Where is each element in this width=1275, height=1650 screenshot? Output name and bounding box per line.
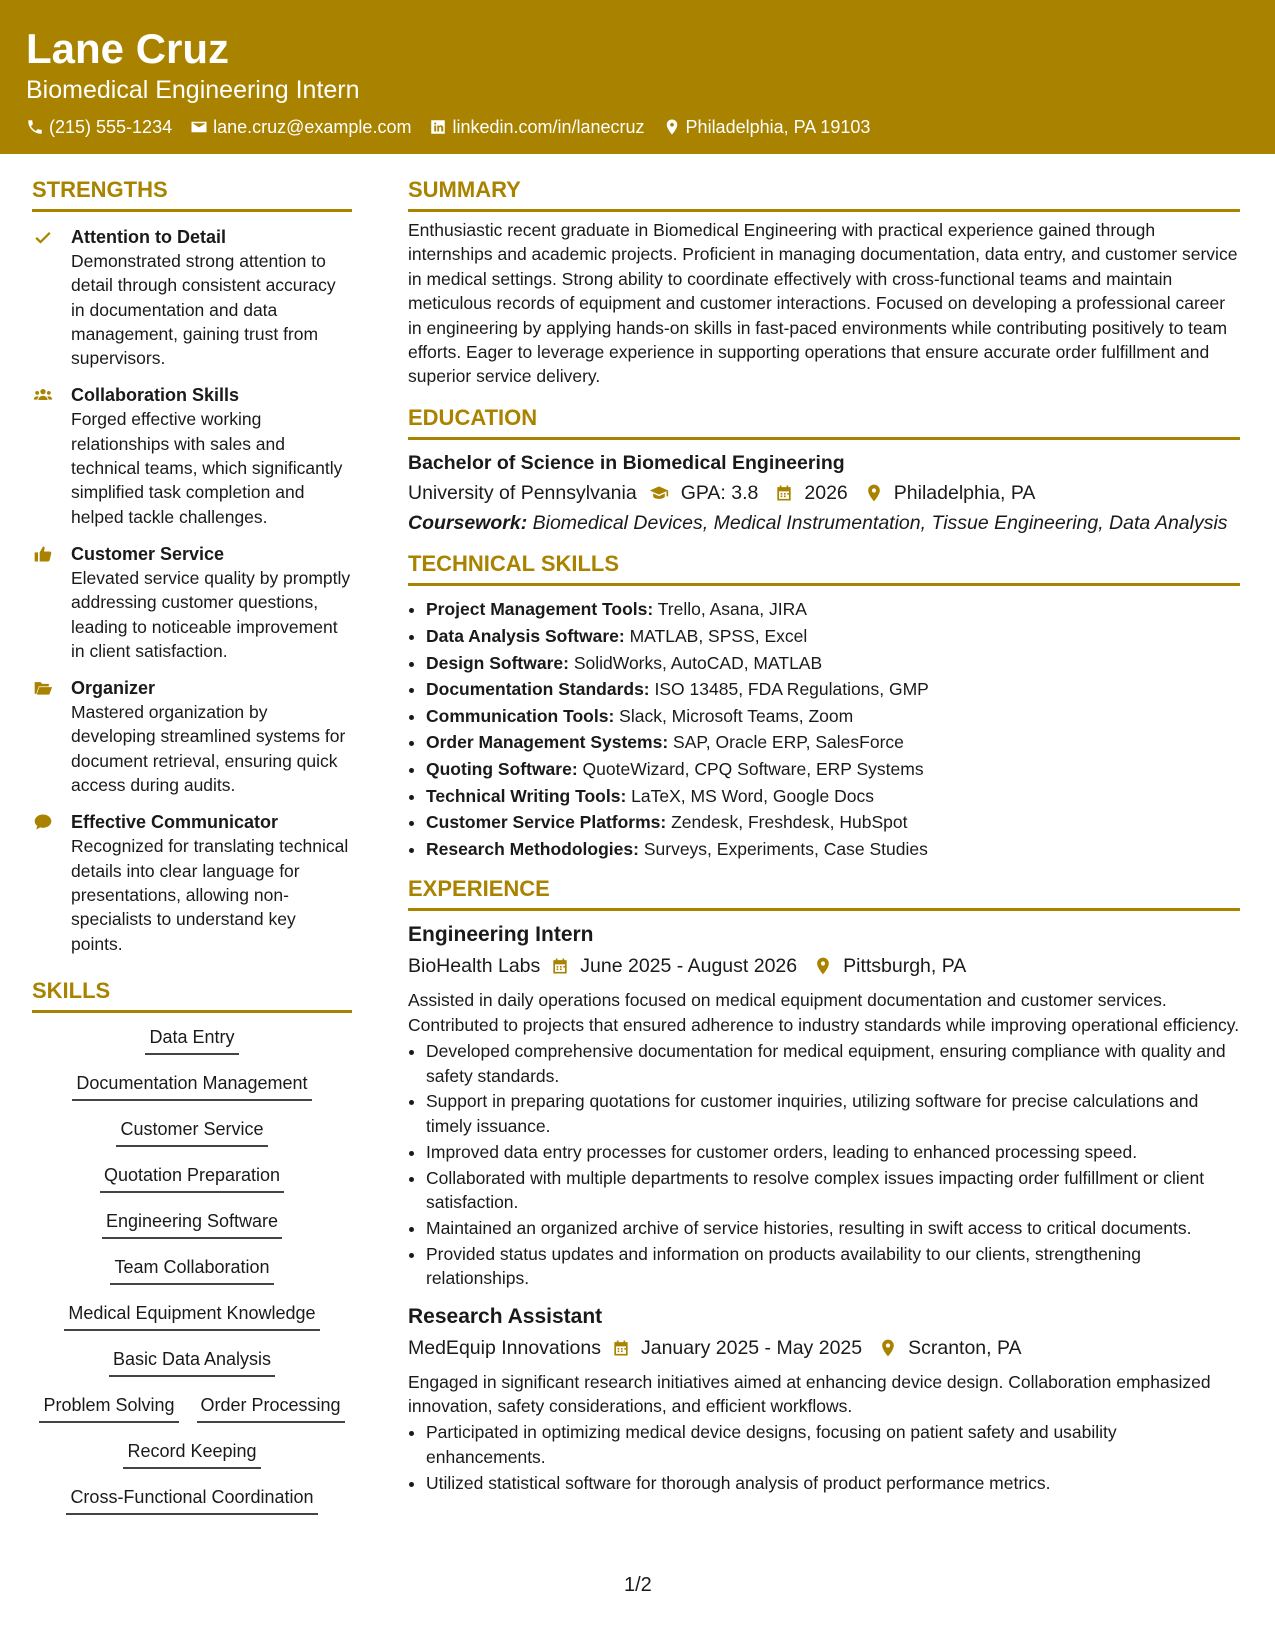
graduation-year: 2026 (804, 481, 848, 504)
skill-chip: Engineering Software (102, 1209, 282, 1239)
coursework (408, 511, 1240, 536)
email-text: lane.cruz@example.com (213, 117, 412, 137)
thumbs-up-icon (32, 544, 54, 564)
list-item: • Collaborated with multiple departments to resolve complex issues impacting order fulfillment or client satisfaction. (426, 1166, 1240, 1215)
list-item: • Support in preparing quotations for customer inquiries, utilizing software for precise calculations and timely issuance. (426, 1089, 1240, 1138)
skill-chip: Data Entry (145, 1025, 238, 1055)
list-item: • Provided status updates and information on products availability to our clients, strengthening relationships. (426, 1242, 1240, 1291)
job-meta (408, 1334, 1240, 1362)
job-location: Scranton, PA (908, 1336, 1022, 1359)
list-item: • Technical Writing Tools: LaTeX, MS Word, Google Docs (426, 783, 1240, 810)
education-meta (408, 479, 1240, 507)
strength-title: Organizer (71, 678, 156, 699)
map-marker-icon (813, 956, 833, 976)
skill-chip: Problem Solving (39, 1393, 178, 1423)
envelope-icon (190, 118, 208, 136)
list-item: • Utilized statistical software for thorough analysis of product performance metrics. (426, 1471, 1240, 1495)
resume-header (0, 0, 1275, 154)
job-entry (408, 1303, 1240, 1496)
list-item: • Data Analysis Software: MATLAB, SPSS, Excel (426, 623, 1240, 650)
map-marker-icon (878, 1338, 898, 1358)
company-name: BioHealth Labs (408, 955, 541, 978)
degree-title: Bachelor of Science in Biomedical Engineering (408, 451, 845, 474)
skill-chip: Order Processing (197, 1393, 345, 1423)
technical-skills-list (408, 596, 1240, 862)
linkedin-text: linkedin.com/in/lanecruz (452, 117, 645, 137)
contact-email[interactable] (190, 115, 411, 139)
right-column (408, 175, 1240, 1497)
strength-desc: Mastered organization by developing streamlined systems for document retrieval, ensuring quick access during audits. (71, 702, 346, 796)
graduation-cap-icon (647, 483, 671, 503)
strength-item (32, 225, 352, 370)
job-meta (408, 952, 1240, 980)
linkedin-icon (429, 118, 447, 136)
list-item: • Improved data entry processes for customer orders, leading to enhanced processing speed. (426, 1140, 1240, 1164)
strength-title: Customer Service (71, 543, 225, 564)
job-bullets (408, 1420, 1240, 1495)
list-item: • Developed comprehensive documentation for medical equipment, ensuring compliance with quality and safety standards. (426, 1039, 1240, 1088)
phone-icon (26, 118, 44, 136)
list-item: • Quoting Software: QuoteWizard, CPQ Software, ERP Systems (426, 756, 1240, 783)
page-number: 1/2 (624, 1574, 652, 1596)
summary-heading: SUMMARY (408, 175, 1240, 212)
strength-desc: Forged effective working relationships with sales and technical teams, which significantly simplified task completion and helped tackle challenges. (71, 409, 343, 527)
phone-text: (215) 555-1234 (49, 117, 173, 137)
list-item: • Research Methodologies: Surveys, Experiments, Case Studies (426, 836, 1240, 863)
coursework-label: Coursework: (408, 511, 528, 534)
job-description: Engaged in significant research initiatives aimed at enhancing device design. Collaboration emphasized innovation, safety considerations, and efficient workflows. (408, 1371, 1211, 1417)
strength-title: Attention to Detail (71, 227, 226, 247)
contact-bar (26, 115, 870, 139)
list-item: • Participated in optimizing medical device designs, focusing on patient safety and usability enhancements. (426, 1420, 1240, 1469)
skill-chip: Basic Data Analysis (109, 1347, 275, 1377)
gpa-text: GPA: 3.8 (680, 481, 759, 504)
skills-list (32, 1025, 352, 1515)
check-icon (32, 227, 54, 247)
strength-item (32, 542, 352, 663)
users-icon (32, 385, 54, 405)
skill-chip: Cross-Functional Coordination (66, 1485, 317, 1515)
strength-title: Collaboration Skills (71, 385, 240, 406)
strength-desc: Elevated service quality by promptly addressing customer questions, leading to noticeable improvement in client satisfaction. (71, 567, 351, 661)
list-item: • Customer Service Platforms: Zendesk, Freshdesk, HubSpot (426, 809, 1240, 836)
strength-item (32, 676, 352, 797)
strength-desc: Demonstrated strong attention to detail through consistent accuracy in documentation and data management, gaining trust from supervisors. (71, 251, 336, 369)
map-marker-icon (864, 483, 884, 503)
left-column (32, 175, 352, 1515)
comment-icon (32, 812, 54, 832)
education-location: Philadelphia, PA (893, 481, 1036, 504)
skill-chip: Record Keeping (123, 1439, 260, 1469)
list-item: • Documentation Standards: ISO 13485, FDA Regulations, GMP (426, 676, 1240, 703)
contact-location (663, 115, 871, 139)
skills-heading: SKILLS (32, 976, 352, 1013)
job-description: Assisted in daily operations focused on medical equipment documentation and customer services. Contributed to projects that ensured adherence to industry standards while improving operational efficiency. (408, 990, 1240, 1035)
contact-phone[interactable] (26, 115, 172, 139)
list-item: • Design Software: SolidWorks, AutoCAD, MATLAB (426, 650, 1240, 677)
skill-chip: Medical Equipment Knowledge (64, 1301, 319, 1331)
calendar-icon (611, 1338, 631, 1358)
job-title: Engineering Intern (408, 923, 594, 947)
job-bullets (408, 1039, 1240, 1291)
strength-item (32, 383, 352, 528)
strength-title: Effective Communicator (71, 812, 279, 833)
job-title: Research Assistant (408, 1304, 603, 1328)
map-marker-icon (663, 118, 681, 136)
job-dates: January 2025 - May 2025 (640, 1336, 863, 1359)
education-heading: EDUCATION (408, 403, 1240, 440)
job-dates: June 2025 - August 2026 (580, 955, 798, 978)
location-text: Philadelphia, PA 19103 (685, 117, 871, 137)
job-entry (408, 921, 1240, 1290)
skill-chip: Team Collaboration (110, 1255, 273, 1285)
skill-chip: Customer Service (116, 1117, 267, 1147)
job-location: Pittsburgh, PA (843, 955, 967, 978)
folder-open-icon (32, 678, 54, 698)
candidate-title: Biomedical Engineering Intern (26, 76, 360, 104)
school-name: University of Pennsylvania (408, 481, 637, 504)
strengths-heading: STRENGTHS (32, 175, 352, 212)
list-item: • Maintained an organized archive of service histories, resulting in swift access to critical documents. (426, 1216, 1240, 1240)
coursework-list: Biomedical Devices, Medical Instrumentation, Tissue Engineering, Data Analysis (532, 511, 1228, 534)
calendar-icon (550, 956, 570, 976)
summary-text: Enthusiastic recent graduate in Biomedical Engineering with practical experience gained through internships and academic projects. Proficient in managing documentation, data entry, and customer service in medical settings. Strong ability to coordinate effectively with cross-functional teams and maintain meticulous records of equipment and customer interactions. Focused on developing a professional career in engineering by applying hands-on skills in fast-paced environments while contributing positively to team efforts. Eager to leverage experience in supporting operations that ensure accurate order fulfillment and superior service delivery. (408, 220, 1238, 387)
list-item: • Communication Tools: Slack, Microsoft Teams, Zoom (426, 703, 1240, 730)
list-item: • Order Management Systems: SAP, Oracle ERP, SalesForce (426, 729, 1240, 756)
contact-linkedin[interactable] (429, 115, 644, 139)
technical-skills-heading: TECHNICAL SKILLS (408, 549, 1240, 586)
list-item: • Project Management Tools: Trello, Asana, JIRA (426, 596, 1240, 623)
skill-chip: Documentation Management (72, 1071, 311, 1101)
company-name: MedEquip Innovations (408, 1336, 601, 1359)
experience-heading: EXPERIENCE (408, 874, 1240, 911)
strength-desc: Recognized for translating technical details into clear language for presentations, allowing non-specialists to understand key points. (71, 836, 349, 954)
calendar-icon (774, 483, 794, 503)
candidate-name: Lane Cruz (26, 25, 230, 72)
skill-chip: Quotation Preparation (100, 1163, 284, 1193)
strength-item (32, 810, 352, 955)
